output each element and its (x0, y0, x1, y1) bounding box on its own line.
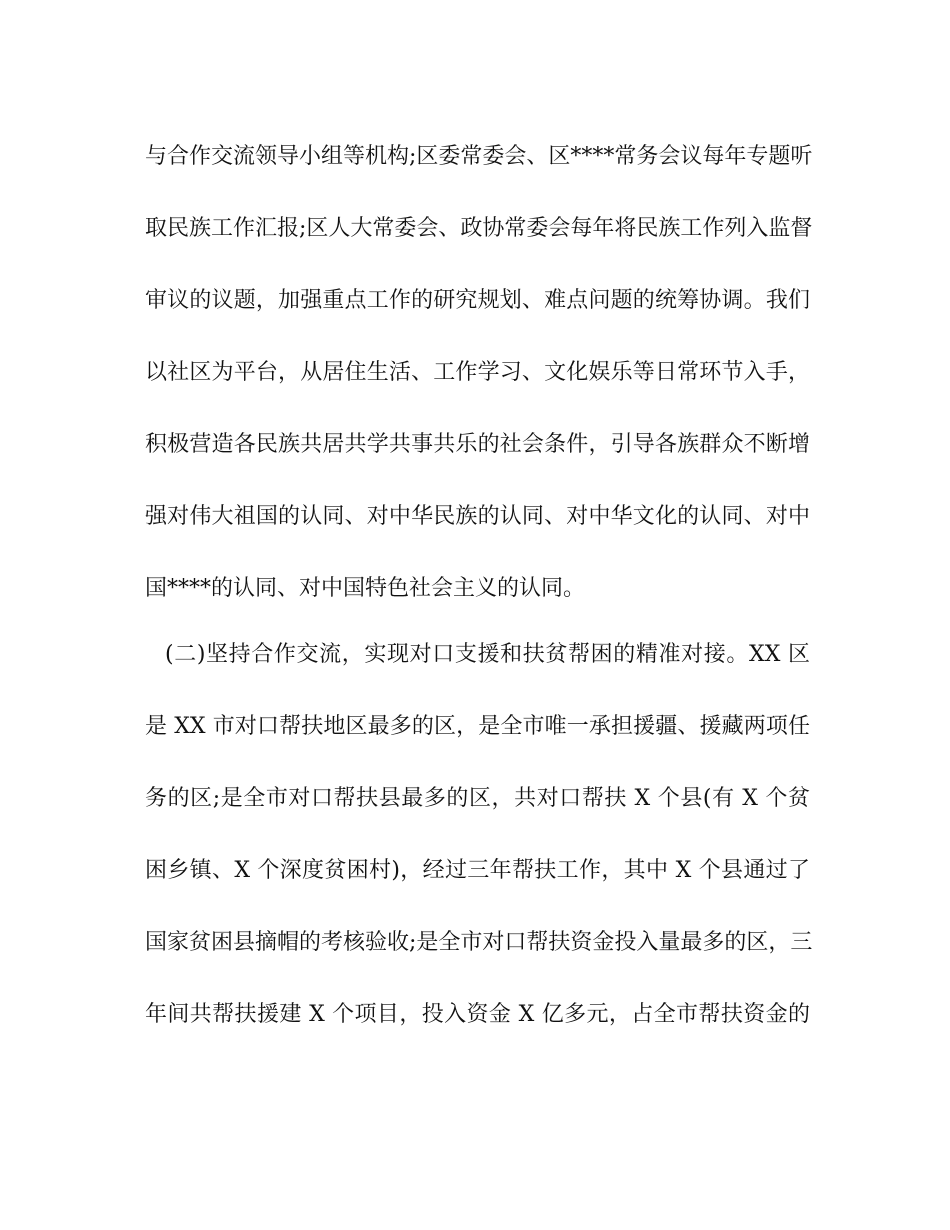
section-heading-line: (二)坚持合作交流，实现对口支援和扶贫帮困的精准对接。XX 区 (165, 642, 810, 667)
paragraph-line-13: 年间共帮扶援建 X 个项目，投入资金 X 亿多元，占全市帮扶资金的 (145, 1002, 810, 1027)
paragraph-line-3: 审议的议题，加强重点工作的研究规划、难点问题的统筹协调。我们 (145, 288, 810, 313)
paragraph-line-1: 与合作交流领导小组等机构;区委常委会、区****常务会议每年专题听 (145, 144, 813, 169)
paragraph-line-7: 国****的认同、对中国特色社会主义的认同。 (145, 576, 586, 601)
paragraph-line-10: 务的区;是全市对口帮扶县最多的区，共对口帮扶 X 个县(有 X 个贫 (145, 786, 810, 811)
paragraph-line-2: 取民族工作汇报;区人大常委会、政协常委会每年将民族工作列入监督 (145, 216, 813, 241)
paragraph-line-5: 积极营造各民族共居共学共事共乐的社会条件，引导各族群众不断增 (145, 432, 810, 457)
paragraph-line-4: 以社区为平台，从居住生活、工作学习、文化娱乐等日常环节入手， (145, 360, 810, 385)
paragraph-line-12: 国家贫困县摘帽的考核验收;是全市对口帮扶资金投入量最多的区，三 (145, 930, 813, 955)
paragraph-line-6: 强对伟大祖国的认同、对中华民族的认同、对中华文化的认同、对中 (145, 504, 810, 529)
paragraph-line-11: 困乡镇、X 个深度贫困村)，经过三年帮扶工作，其中 X 个县通过了 (145, 858, 810, 883)
paragraph-line-9: 是 XX 市对口帮扶地区最多的区，是全市唯一承担援疆、援藏两项任 (145, 714, 810, 739)
